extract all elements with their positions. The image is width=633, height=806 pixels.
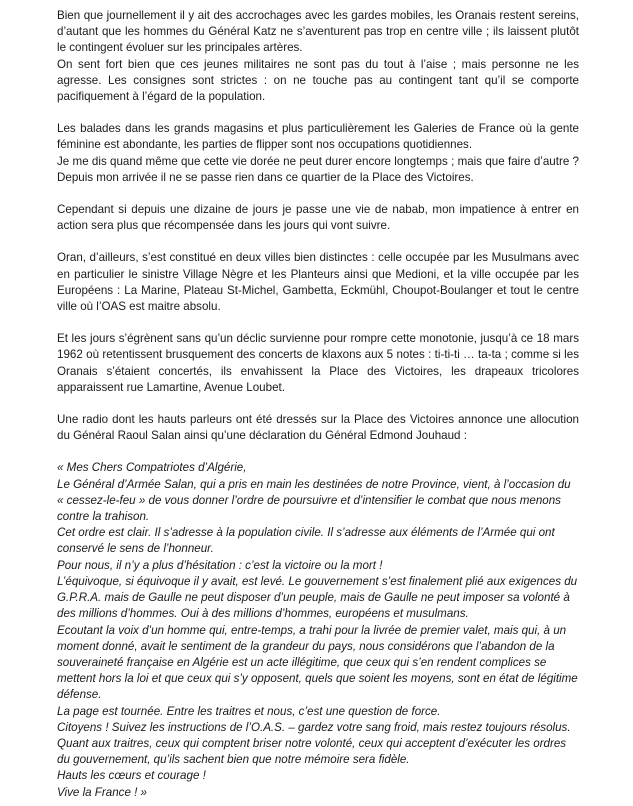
quoted-speech bbox=[57, 460, 579, 800]
paragraph: Cependant si depuis une dizaine de jours je passe une vie de nabab, mon impatience à entrer en action sera plus que récompensée dans les jours qui vont suivre. bbox=[57, 203, 579, 233]
quote-line: Cet ordre est clair. Il s’adresse à la population civile. Il s’adresse aux éléments de l’Armée qui ont conservé le sens de l’honneur. bbox=[57, 526, 555, 556]
quote-line: Vive la France ! » bbox=[57, 785, 148, 799]
quote-line: Quant aux traitres, ceux qui comptent briser notre volonté, ceux qui acceptent d’exécuter les ordres du gouvernement, qu’ils sachent bien que notre mémoire sera fidèle. bbox=[57, 736, 567, 767]
paragraph: On sent fort bien que ces jeunes militaires ne sont pas du tout à l’aise ; mais personne ne les agresse. Les consignes sont strictes : on ne touche pas au contingent tant qu’il se comporte pacifiquement à l’égard de la population. bbox=[57, 57, 579, 104]
quote-line: Citoyens ! Suivez les instructions de l’O.A.S. – gardez votre sang froid, mais restez toujours résolus. bbox=[57, 720, 571, 734]
paragraph: Une radio dont les hauts parleurs ont été dressés sur la Place des Victoires annonce une allocution du Général Raoul Salan ainsi qu’une déclaration du Général Edmond Jouhaud : bbox=[57, 413, 579, 443]
quote-line: « Mes Chers Compatriotes d’Algérie, bbox=[57, 461, 247, 475]
quote-line: L’équivoque, si équivoque il y avait, est levé. Le gouvernement s’est finalement plié aux exigences du G.P.R.A. mais de Gaulle ne peut disposer d’un peuple, mais de Gaulle ne peut imposer sa volonté à des millions d’hommes. Oui à des millions d’hommes, européens et musulmans. bbox=[57, 574, 578, 621]
quote-line: Pour nous, il n’y a plus d’hésitation : c’est la victoire ou la mort ! bbox=[57, 558, 383, 572]
quote-line: La page est tournée. Entre les traitres et nous, c’est une question de force. bbox=[57, 704, 441, 718]
paragraph: Les balades dans les grands magasins et plus particulièrement les Galeries de France où la gente féminine est abondante, les parties de flipper sont nos occupations quotidiennes. bbox=[57, 122, 579, 152]
paragraph: Je me dis quand même que cette vie dorée ne peut durer encore longtemps ; mais que faire d’autre ? Depuis mon arrivée il ne se passe rien dans ce quartier de la Place des Victoires. bbox=[57, 154, 579, 184]
quote-line: Le Général d’Armée Salan, qui a pris en main les destinées de notre Province, vient, à l’occasion du « cessez-le-feu » de vous donner l’ordre de poursuivre et d’intensifier le combat que nous menons contre la trahison. bbox=[57, 477, 571, 524]
paragraph: Bien que journellement il y ait des accrochages avec les gardes mobiles, les Oranais restent sereins, d’autant que les hommes du Général Katz ne s’aventurent pas trop en centre ville ; ils laissent plutôt le contingent évoluer sur les principales artères. bbox=[57, 9, 579, 55]
document-body bbox=[57, 8, 579, 801]
paragraph: Oran, d’ailleurs, s’est constitué en deux villes bien distinctes : celle occupée par les Musulmans avec en particulier le sinistre Village Nègre et les Planteurs ainsi que Medioni, et la ville occupée par les Européens : La Marine, Plateau St-Michel, Gambetta, Eckmühl, Choupot-Boulanger et tout le centre ville où l’OAS est maitre absolu. bbox=[57, 251, 579, 314]
quote-line: Hauts les cœurs et courage ! bbox=[57, 769, 206, 783]
paragraph: Et les jours s’égrènent sans qu’un déclic survienne pour rompre cette monotonie, jusqu’à ce 18 mars 1962 où retentissent brusquement des concerts de klaxons aux 5 notes : ti-ti-ti … ta-ta ; comme si les Oranais s’étaient concertés, ils envahissent la Place des Victoires, les drapeaux tricolores apparaissent rue Lamartine, Avenue Loubet. bbox=[57, 332, 579, 394]
quote-line: Ecoutant la voix d’un homme qui, entre-temps, a trahi pour la livrée de premier valet, mais qui, à un moment donné, avait le sentiment de la grandeur du pays, nous considérons que l’abandon de la souveraineté française en Algérie est un acte illégitime, que ceux qui s’en rendent complices se mettent hors la loi et que ceux qui s’y opposent, quels que soient les moyens, sont en état de légitime défense. bbox=[57, 623, 578, 702]
